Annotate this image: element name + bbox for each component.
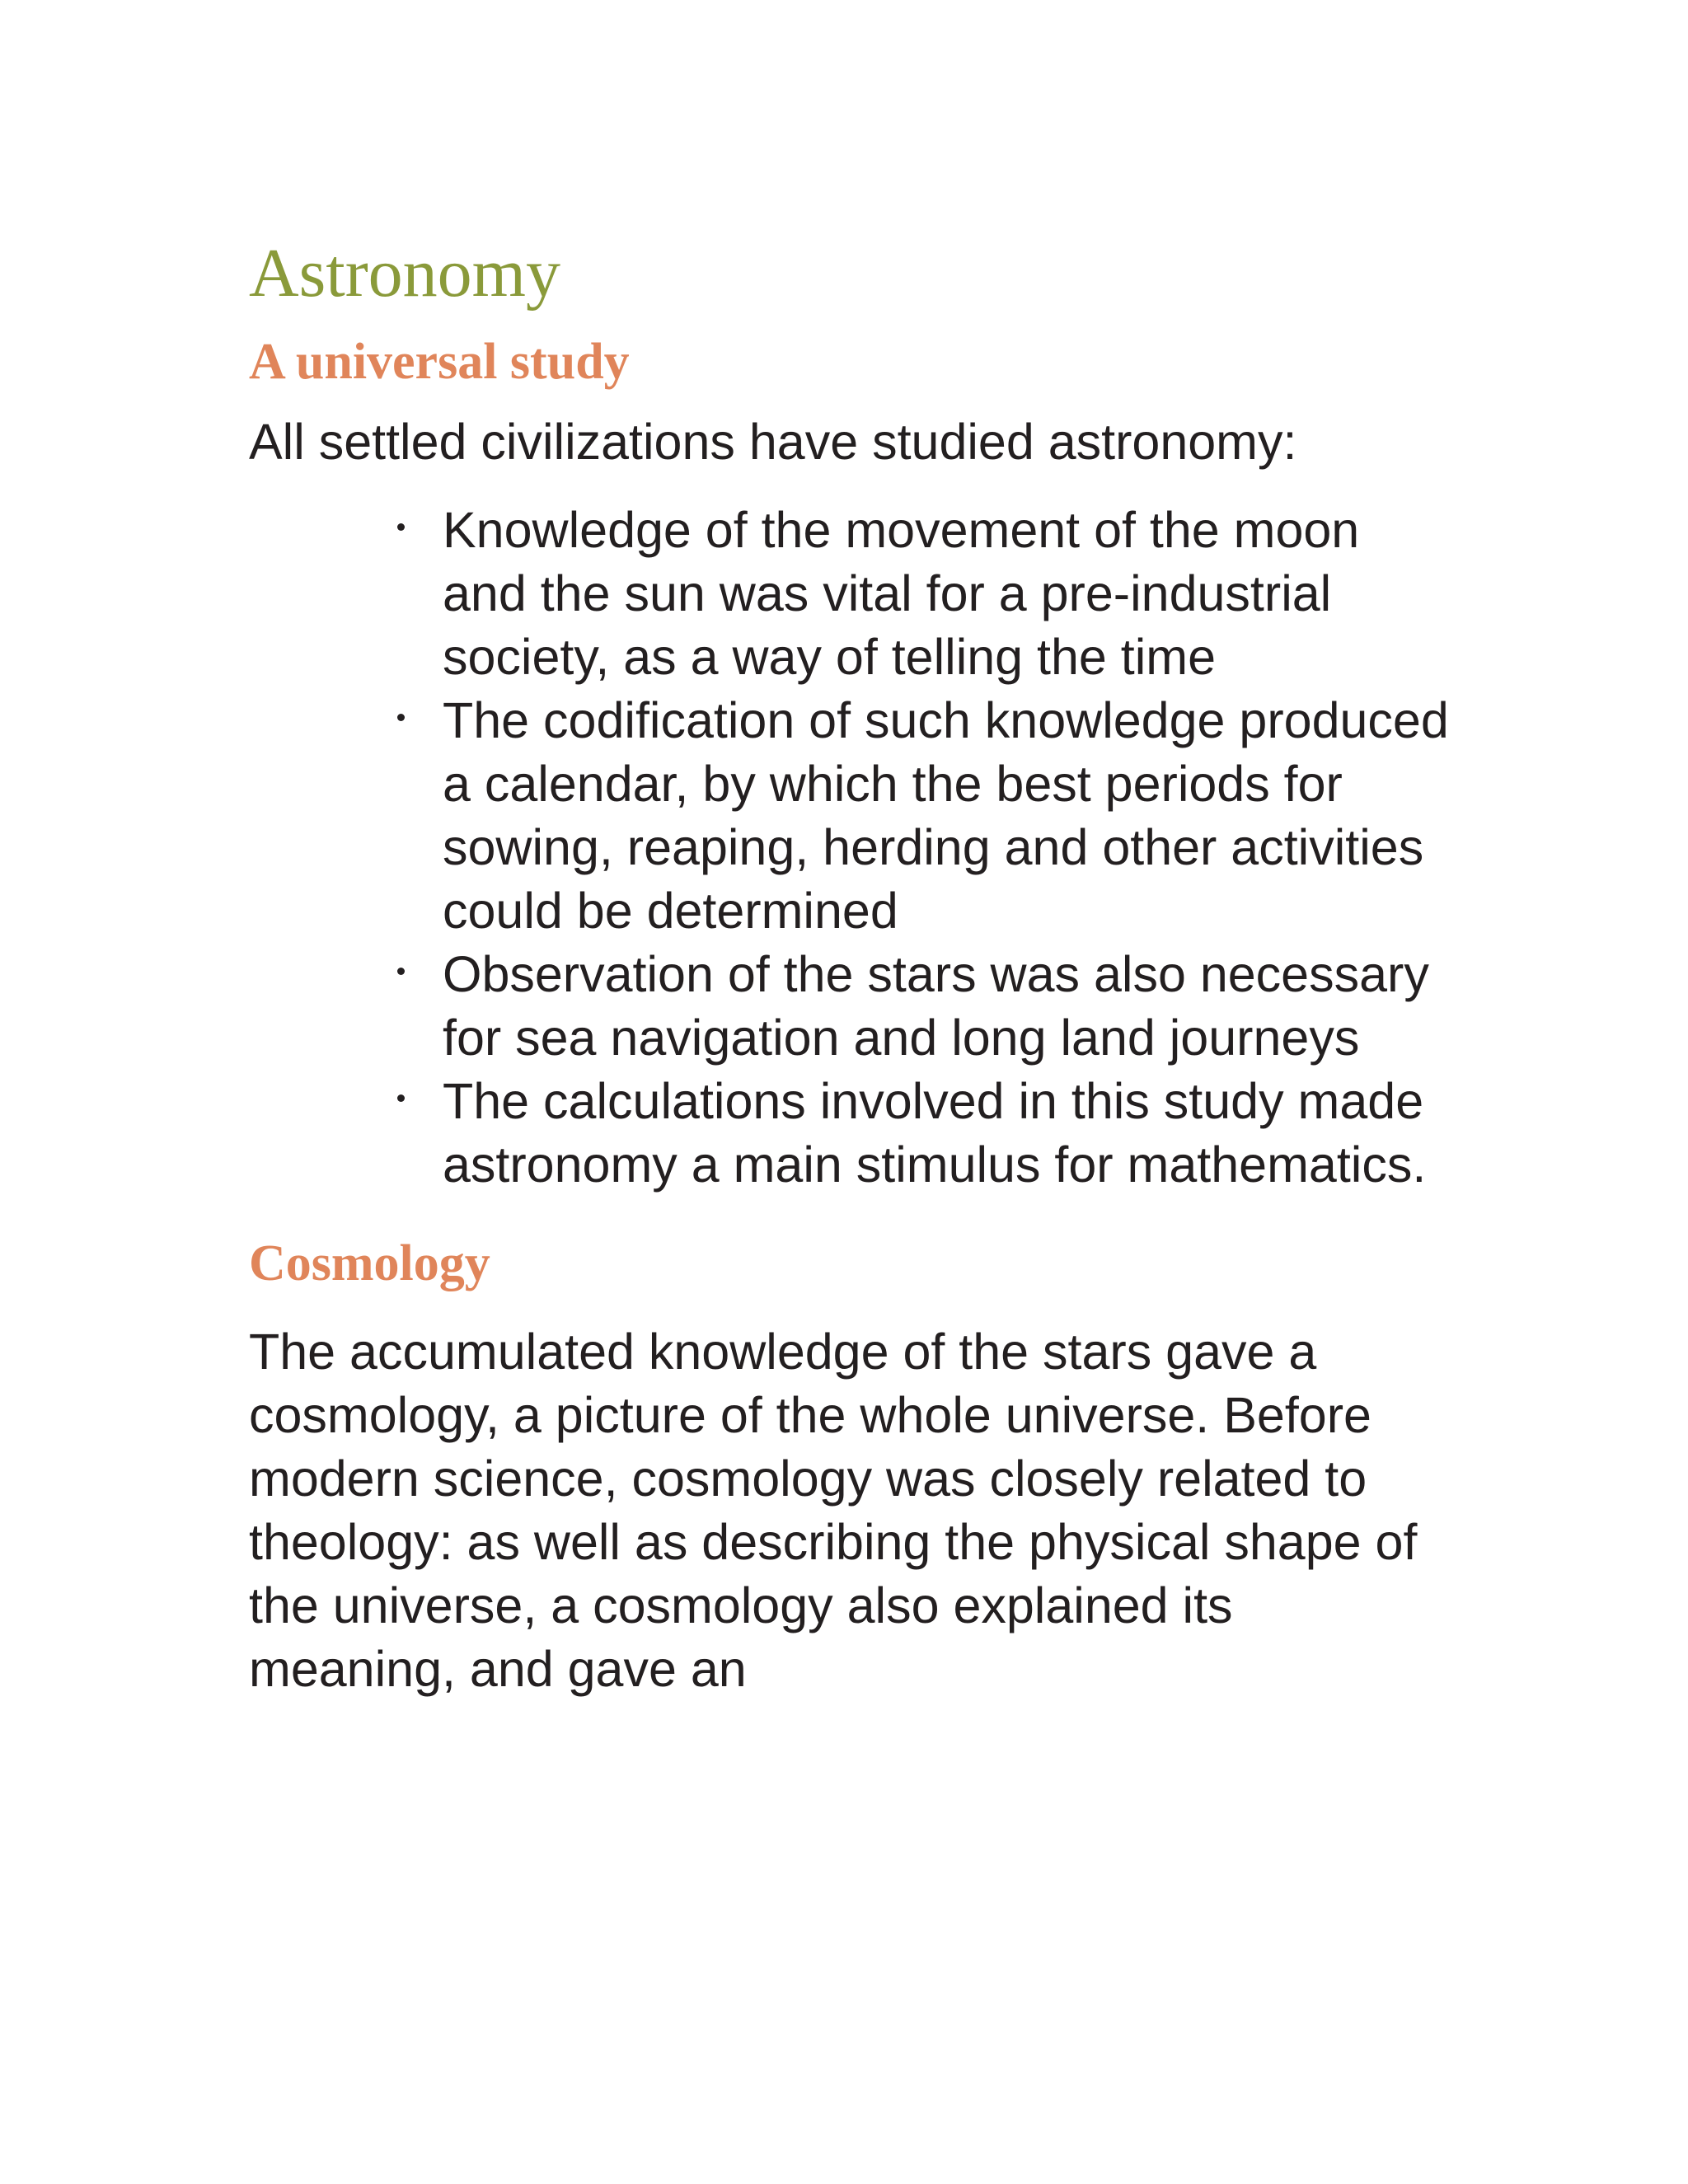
list-item bbox=[443, 689, 1452, 943]
section-heading-universal-study: A universal study bbox=[249, 334, 630, 390]
list-item bbox=[443, 1070, 1452, 1197]
list-item bbox=[443, 943, 1452, 1070]
bullet-icon bbox=[397, 714, 405, 721]
list-item bbox=[443, 499, 1452, 689]
bullet-icon bbox=[397, 968, 405, 975]
list-item-text: Knowledge of the movement of the moon and the sun was vital for a pre-industrial society, as a way of telling the time bbox=[443, 502, 1360, 685]
section-heading-cosmology: Cosmology bbox=[249, 1235, 490, 1291]
list-item-text: The calculations involved in this study made astronomy a main stimulus for mathematics. bbox=[443, 1073, 1427, 1193]
cosmology-paragraph: The accumulated knowledge of the stars gave a cosmology, a picture of the whole universe. Before modern science, cosmology was closely related to theology: as well as describing the physical shape of the universe, a cosmology also explained its meaning, and gave an bbox=[249, 1324, 1418, 1697]
page-content bbox=[249, 235, 1452, 1701]
list-item-text: The codification of such knowledge produced a calendar, by which the best periods for sowing, reaping, herding and other activities could be determined bbox=[443, 692, 1449, 939]
page-title: Astronomy bbox=[249, 235, 560, 312]
intro-paragraph: All settled civilizations have studied astronomy: bbox=[249, 414, 1297, 470]
list-item-text: Observation of the stars was also necessary for sea navigation and long land journeys bbox=[443, 946, 1429, 1066]
bullet-icon bbox=[397, 1094, 405, 1102]
bullet-icon bbox=[397, 523, 405, 531]
bullet-list bbox=[249, 499, 1452, 1197]
